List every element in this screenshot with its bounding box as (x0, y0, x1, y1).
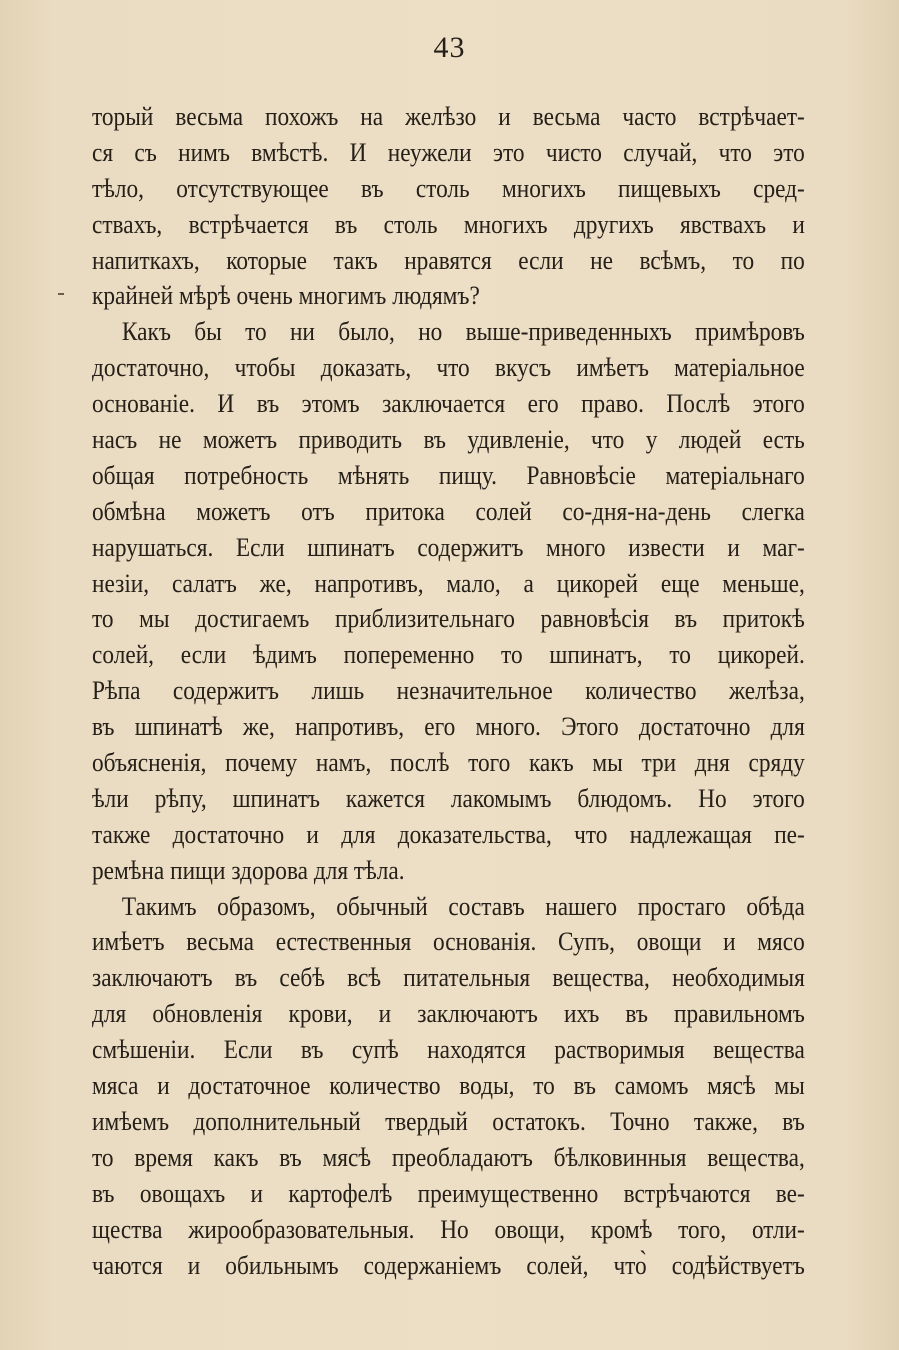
text-line: мяса и достаточное количество воды, то въ самомъ мясѣ мы (92, 1070, 805, 1101)
text-line: торый весьма похожъ на желѣзо и весьма часто встрѣчает- (92, 101, 805, 131)
text-line: для обновленія крови, и заключаютъ ихъ въ правильномъ (92, 998, 805, 1029)
text-line: ся съ нимъ вмѣстѣ. И неужели это чисто случай, что это (92, 136, 805, 167)
text-line: чаются и обильнымъ содержаніемъ солей, что̀ содѣйствуетъ (92, 1249, 805, 1280)
text-line: то время какъ въ мясѣ преобладаютъ бѣлковинныя вещества, (92, 1141, 805, 1172)
text-line: напиткахъ, которые такъ нравятся если не всѣмъ, то по (92, 244, 805, 275)
body-text (92, 99, 805, 1283)
text-line: имѣетъ весьма естественныя основанія. Супъ, овощи и мясо (92, 926, 805, 957)
text-line: нарушаться. Если шпинатъ содержитъ много извести и маг- (92, 531, 805, 562)
page-number: 43 (433, 31, 466, 64)
text-line: ствахъ, встрѣчается въ столь многихъ другихъ явствахъ и (92, 208, 805, 239)
text-line: солей, если ѣдимъ попеременно то шпинатъ, то цикорей. (92, 639, 805, 670)
text-line: смѣшеніи. Если въ супѣ находятся растворимыя вещества (92, 1034, 805, 1065)
text-line: Рѣпа содержитъ лишь незначительное количество желѣза, (92, 675, 805, 706)
text-line: въ овощахъ и картофелѣ преимущественно встрѣчаются ве- (92, 1177, 805, 1208)
paragraph-start-line: Такимъ образомъ, обычный составъ нашего простаго обѣда (121, 890, 805, 921)
text-line: ѣли рѣпу, шпинатъ кажется лакомымъ блюдомъ. Но этого (92, 782, 805, 813)
text-line: то мы достигаемъ приблизительнаго равновѣсія въ притокѣ (92, 603, 805, 634)
text-line: обмѣна можетъ отъ притока солей со-дня-на-день слегка (92, 495, 805, 526)
text-line: тѣло, отсутствующее въ столь многихъ пищевыхъ сред- (92, 172, 805, 203)
text-line: достаточно, чтобы доказать, что вкусъ имѣетъ матеріальное (92, 352, 805, 383)
text-line: крайней мѣрѣ очень многимъ людямъ? (92, 280, 480, 311)
paragraph-start-line: Какъ бы то ни было, но выше-приведенныхъ примѣровъ (121, 316, 805, 347)
text-line: имѣемъ дополнительный твердый остатокъ. Точно также, въ (92, 1105, 805, 1136)
text-line: основаніе. И въ этомъ заключается его право. Послѣ этого (92, 388, 805, 419)
text-line: насъ не можетъ приводить въ удивленіе, что у людей есть (92, 424, 805, 455)
text-line: незіи, салатъ же, напротивъ, мало, а цикорей еще меньше, (92, 567, 805, 598)
text-line: въ шпинатѣ же, напротивъ, его много. Этого достаточно для (92, 711, 805, 742)
text-line: заключаютъ въ себѣ всѣ питательныя вещества, необходимыя (92, 962, 805, 993)
text-line: также достаточно и для доказательства, что надлежащая пе- (92, 818, 805, 849)
text-line: щества жирообразовательныя. Но овощи, кромѣ того, отли- (92, 1213, 805, 1244)
margin-mark (58, 293, 64, 295)
text-line: ремѣна пищи здорова для тѣла. (92, 854, 405, 885)
text-line: объясненія, почему намъ, послѣ того какъ мы три дня сряду (92, 747, 805, 778)
text-line: общая потребность мѣнять пищу. Равновѣсіе матеріальнаго (92, 459, 805, 490)
